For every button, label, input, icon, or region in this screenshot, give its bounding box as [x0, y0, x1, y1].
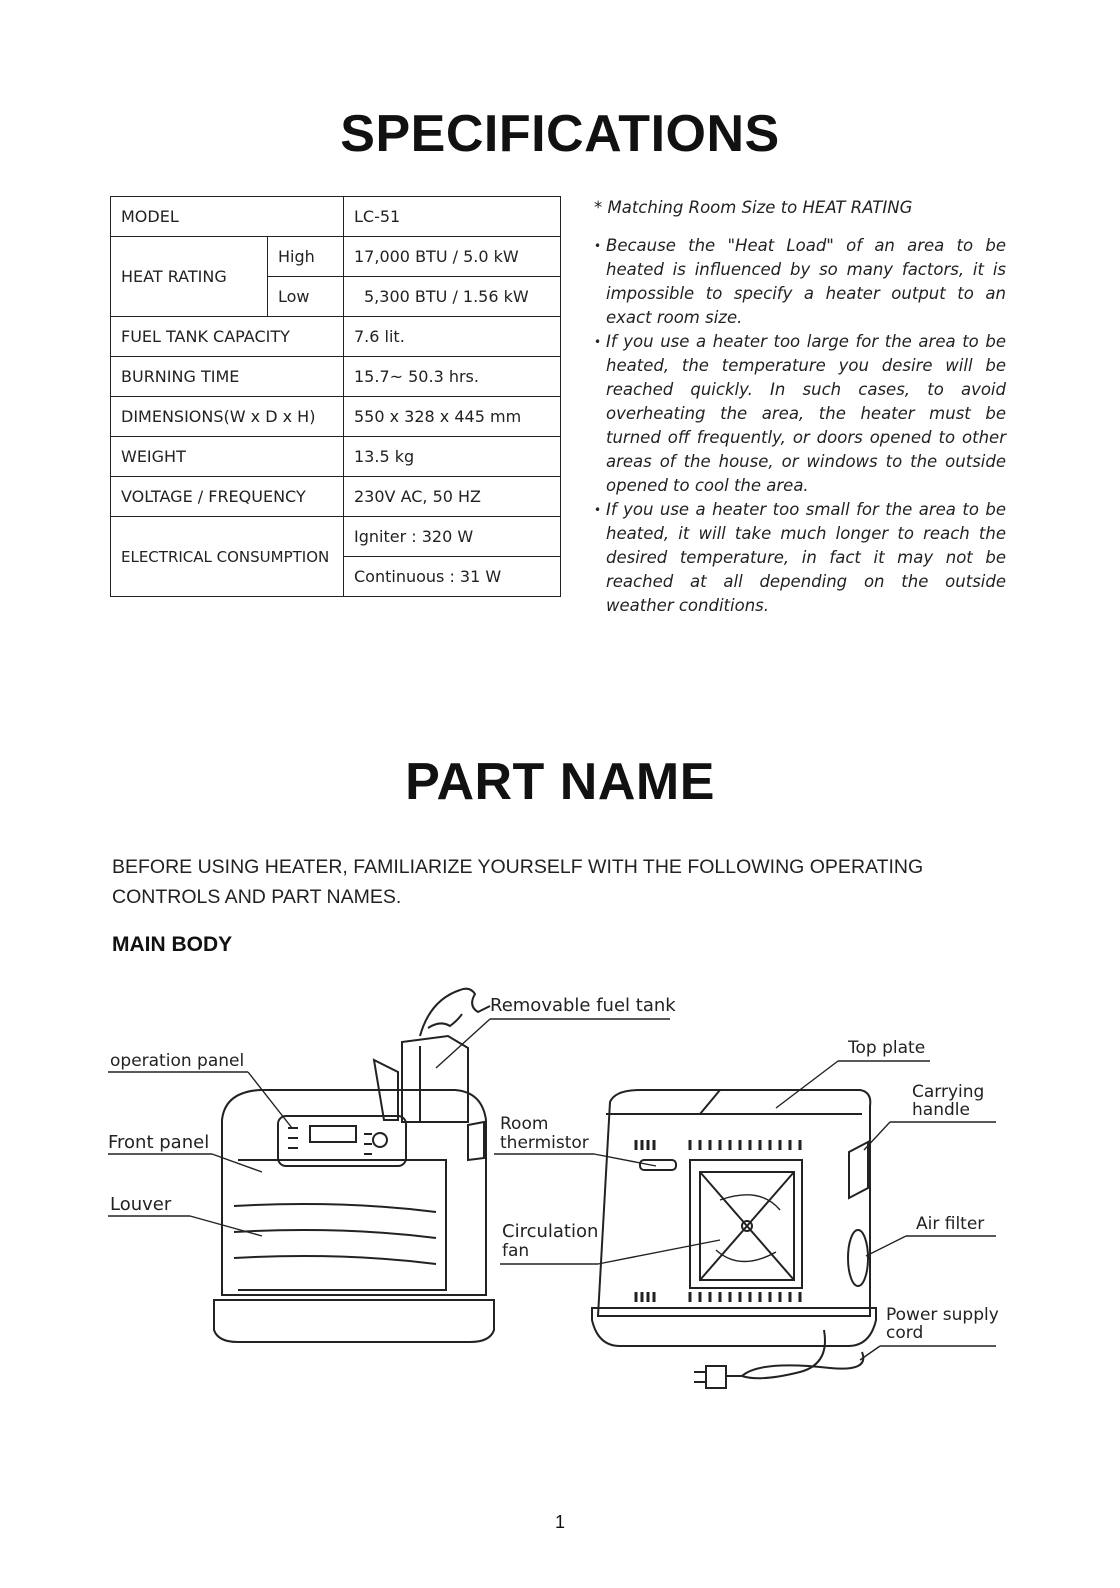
top-plate-label: Top plate: [848, 1038, 926, 1058]
weight-label: WEIGHT: [111, 437, 344, 477]
table-row: [111, 317, 561, 357]
table-row: [111, 477, 561, 517]
heat-low-label: Low: [268, 277, 344, 317]
carrying-handle-label-line2: handle: [912, 1100, 970, 1120]
power-cord-label-line1: Power supply: [886, 1305, 999, 1325]
model-label: MODEL: [111, 197, 344, 237]
note-item: • If you use a heater too large for the area to be heated, the temperature you desire will be reached quickly. In such cases, to avoid overheating the area, the heater must be turned off frequently, or doors opened to other areas of the house, or windows to the outside opened to cool the area.: [594, 330, 1006, 498]
heater-front-illustration: [214, 989, 494, 1342]
weight-value: 13.5 kg: [344, 437, 561, 477]
notes-heading: * Matching Room Size to HEAT RATING: [594, 198, 913, 217]
table-row: [111, 237, 561, 277]
heater-diagram: [0, 970, 1120, 1410]
fuel-tank-value: 7.6 lit.: [344, 317, 561, 357]
power-cord-label-line2: cord: [886, 1323, 924, 1343]
specifications-title: SPECIFICATIONS: [340, 105, 780, 163]
table-row: [111, 357, 561, 397]
page-number: 1: [554, 1512, 565, 1532]
table-row: [111, 197, 561, 237]
air-filter-label: Air filter: [916, 1214, 985, 1234]
igniter-value: Igniter : 320 W: [344, 517, 561, 557]
heat-rating-label: HEAT RATING: [111, 237, 268, 317]
dimensions-value: 550 x 328 x 445 mm: [344, 397, 561, 437]
circulation-fan-label-line1: Circulation: [502, 1221, 599, 1242]
note-item: • If you use a heater too small for the area to be heated, it will take much longer to reach the desired temperature, in fact it may not be reached at all depending on the outside weather conditions.: [594, 498, 1006, 618]
operation-panel-label: operation panel: [110, 1051, 245, 1071]
table-row: [111, 397, 561, 437]
main-body-heading: MAIN BODY: [112, 933, 233, 956]
part-name-intro: BEFORE USING HEATER, FAMILIARIZE YOURSELF WITH THE FOLLOWING OPERATING CONTROLS AND PART NAMES.: [112, 856, 924, 908]
table-row: [111, 437, 561, 477]
electrical-consumption-label: ELECTRICAL CONSUMPTION: [111, 517, 344, 597]
room-thermistor-label-line1: Room: [500, 1114, 549, 1134]
carrying-handle-label-line1: Carrying: [912, 1082, 985, 1102]
part-name-title: PART NAME: [405, 753, 715, 811]
specifications-table: [110, 196, 561, 597]
circulation-fan-label-line2: fan: [502, 1241, 530, 1261]
heat-low-value: 5,300 BTU / 1.56 kW: [344, 277, 561, 317]
voltage-label: VOLTAGE / FREQUENCY: [111, 477, 344, 517]
model-value: LC-51: [344, 197, 561, 237]
heat-high-label: High: [268, 237, 344, 277]
continuous-value: Continuous : 31 W: [344, 557, 561, 597]
fuel-tank-label: FUEL TANK CAPACITY: [111, 317, 344, 357]
heat-rating-notes: [594, 196, 1006, 618]
table-row: [111, 517, 561, 557]
removable-fuel-tank-label: Removable fuel tank: [490, 995, 676, 1016]
note-item: • Because the "Heat Load" of an area to be heated is influenced by so many factors, it is impossible to specify a heater output to an exact room size.: [594, 234, 1006, 330]
room-thermistor-label-line2: thermistor: [500, 1133, 589, 1153]
louver-label: Louver: [110, 1194, 172, 1215]
front-panel-label: Front panel: [108, 1132, 210, 1153]
dimensions-label: DIMENSIONS(W x D x H): [111, 397, 344, 437]
voltage-value: 230V AC, 50 HZ: [344, 477, 561, 517]
burning-time-label: BURNING TIME: [111, 357, 344, 397]
heater-rear-illustration: [592, 1090, 876, 1388]
heat-high-value: 17,000 BTU / 5.0 kW: [344, 237, 561, 277]
burning-time-value: 15.7~ 50.3 hrs.: [344, 357, 561, 397]
